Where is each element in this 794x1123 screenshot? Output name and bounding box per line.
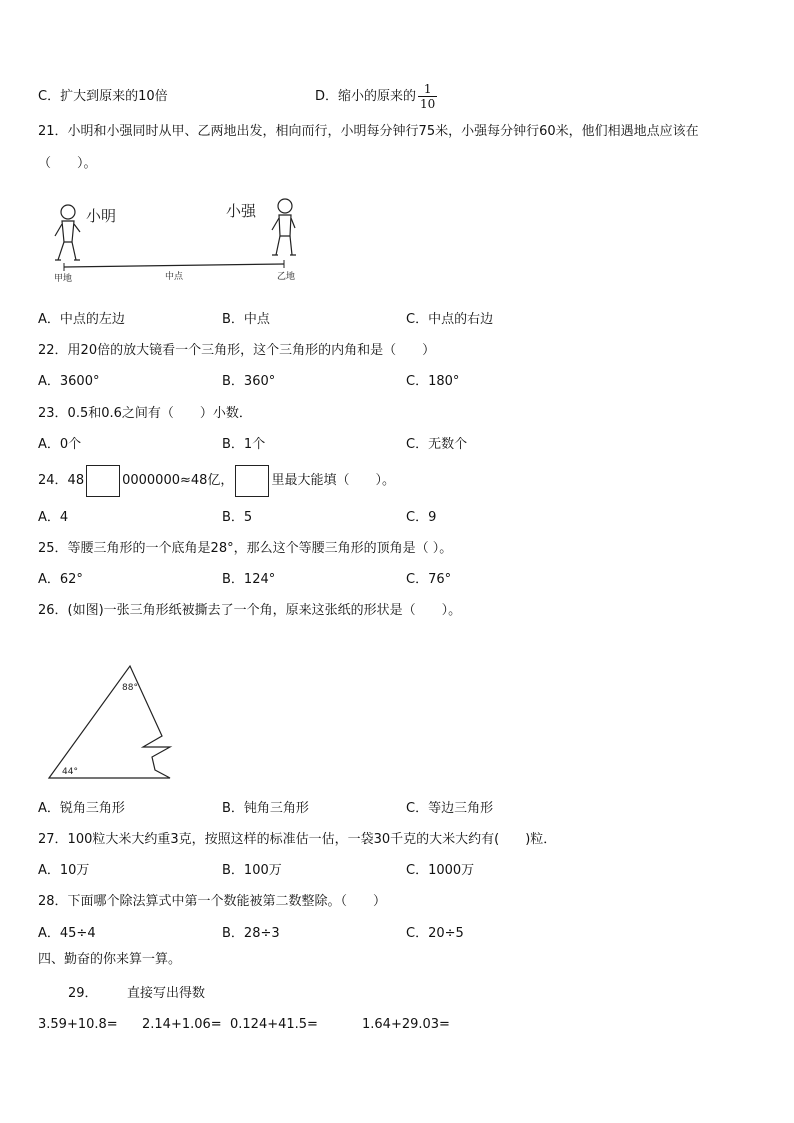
fraction-numerator: 1: [418, 82, 437, 97]
q28-option-b[interactable]: B．28÷3: [222, 926, 280, 941]
q24-option-a[interactable]: A．4: [38, 510, 69, 525]
q26-option-a[interactable]: A．锐角三角形: [38, 801, 125, 816]
q29-title: 直接写出得数: [127, 986, 206, 1001]
xiaoming-figure: [55, 205, 80, 260]
end-label: 乙地: [277, 272, 296, 282]
calc-item-1[interactable]: 3.59+10.8=: [38, 1017, 118, 1032]
q20-option-d[interactable]: [315, 78, 437, 116]
q24-text-part1: 24．48: [38, 473, 85, 488]
q26-question: 26．(如图)一张三角形纸被撕去了一个角，原来这张纸的形状是（ ）。: [38, 603, 462, 618]
q24-blank-box-1[interactable]: [86, 465, 120, 497]
q24-question: [38, 464, 395, 498]
q26-torn-triangle-figure: [40, 660, 180, 785]
q21-option-a[interactable]: A．中点的左边: [38, 312, 125, 327]
fraction-denominator: 10: [420, 97, 436, 111]
q21-figure: [40, 192, 310, 284]
xiaoqiang-figure: [272, 199, 296, 255]
q21-option-b[interactable]: B．中点: [222, 312, 270, 327]
xiaoqiang-label: 小强: [226, 202, 257, 220]
q23-option-c[interactable]: C．无数个: [406, 437, 468, 452]
q26-option-b[interactable]: B．钝角三角形: [222, 801, 309, 816]
q22-question: 22．用20倍的放大镜看一个三角形，这个三角形的内角和是（ ）: [38, 343, 436, 358]
q27-question: 27．100粒大米大约重3克，按照这样的标准估一估，一袋30千克的大米大约有( )粒．: [38, 832, 557, 847]
q25-option-a[interactable]: A．62°: [38, 572, 83, 587]
q26-option-c[interactable]: C．等边三角形: [406, 801, 494, 816]
xiaoming-label: 小明: [86, 207, 117, 225]
q22-option-c[interactable]: C．180°: [406, 374, 460, 389]
q28-question: 28．下面哪个除法算式中第一个数能被第二数整除。（ ）: [38, 894, 387, 909]
q28-option-a[interactable]: A．45÷4: [38, 926, 96, 941]
q20-option-c[interactable]: C．扩大到原来的10倍: [38, 89, 168, 104]
angle-bottom-label: 44°: [62, 767, 78, 777]
q25-option-c[interactable]: C．76°: [406, 572, 452, 587]
torn-triangle-shape: [49, 666, 170, 778]
q23-option-a[interactable]: A．0个: [38, 437, 82, 452]
q24-text-part3: 里最大能填（ ）。: [271, 473, 395, 488]
q21-option-c[interactable]: C．中点的右边: [406, 312, 494, 327]
q24-option-b[interactable]: B．5: [222, 510, 253, 525]
q22-option-b[interactable]: B．360°: [222, 374, 276, 389]
q27-option-c[interactable]: C．1000万: [406, 863, 475, 878]
fraction-one-tenth: [418, 82, 437, 111]
q23-option-b[interactable]: B．1个: [222, 437, 266, 452]
q29-number: 29．: [68, 986, 98, 1001]
q25-question: 25．等腰三角形的一个底角是28°，那么这个等腰三角形的顶角是（ ）。: [38, 541, 453, 556]
q24-text-part2: 0000000≈48亿，: [122, 473, 234, 488]
section-4-heading: 四、勤奋的你来算一算。: [38, 952, 182, 967]
q24-option-c[interactable]: C．9: [406, 510, 437, 525]
q27-option-b[interactable]: B．100万: [222, 863, 282, 878]
calc-item-4[interactable]: 1.64+29.03=: [362, 1017, 450, 1032]
q27-option-a[interactable]: A．10万: [38, 863, 90, 878]
q22-option-a[interactable]: A．3600°: [38, 374, 100, 389]
q28-option-c[interactable]: C．20÷5: [406, 926, 464, 941]
calc-item-2[interactable]: 2.14+1.06=: [142, 1017, 222, 1032]
q20-option-d-text: D．缩小的原来的: [315, 89, 417, 104]
route-line: [64, 264, 284, 267]
calc-item-3[interactable]: 0.124+41.5=: [230, 1017, 318, 1032]
q23-question: 23．0.5和0.6之间有（ ）小数．: [38, 406, 252, 421]
q24-blank-box-2[interactable]: [235, 465, 269, 497]
angle-top-label: 88°: [122, 683, 138, 693]
start-label: 甲地: [54, 274, 73, 284]
q21-question-line1: 21．小明和小强同时从甲、乙两地出发，相向而行，小明每分钟行75米，小强每分钟行60米，他们相遇地点应该在: [38, 124, 699, 139]
q21-question-line2: （ ）。: [38, 156, 97, 171]
q25-option-b[interactable]: B．124°: [222, 572, 276, 587]
midpoint-label: 中点: [165, 272, 184, 282]
